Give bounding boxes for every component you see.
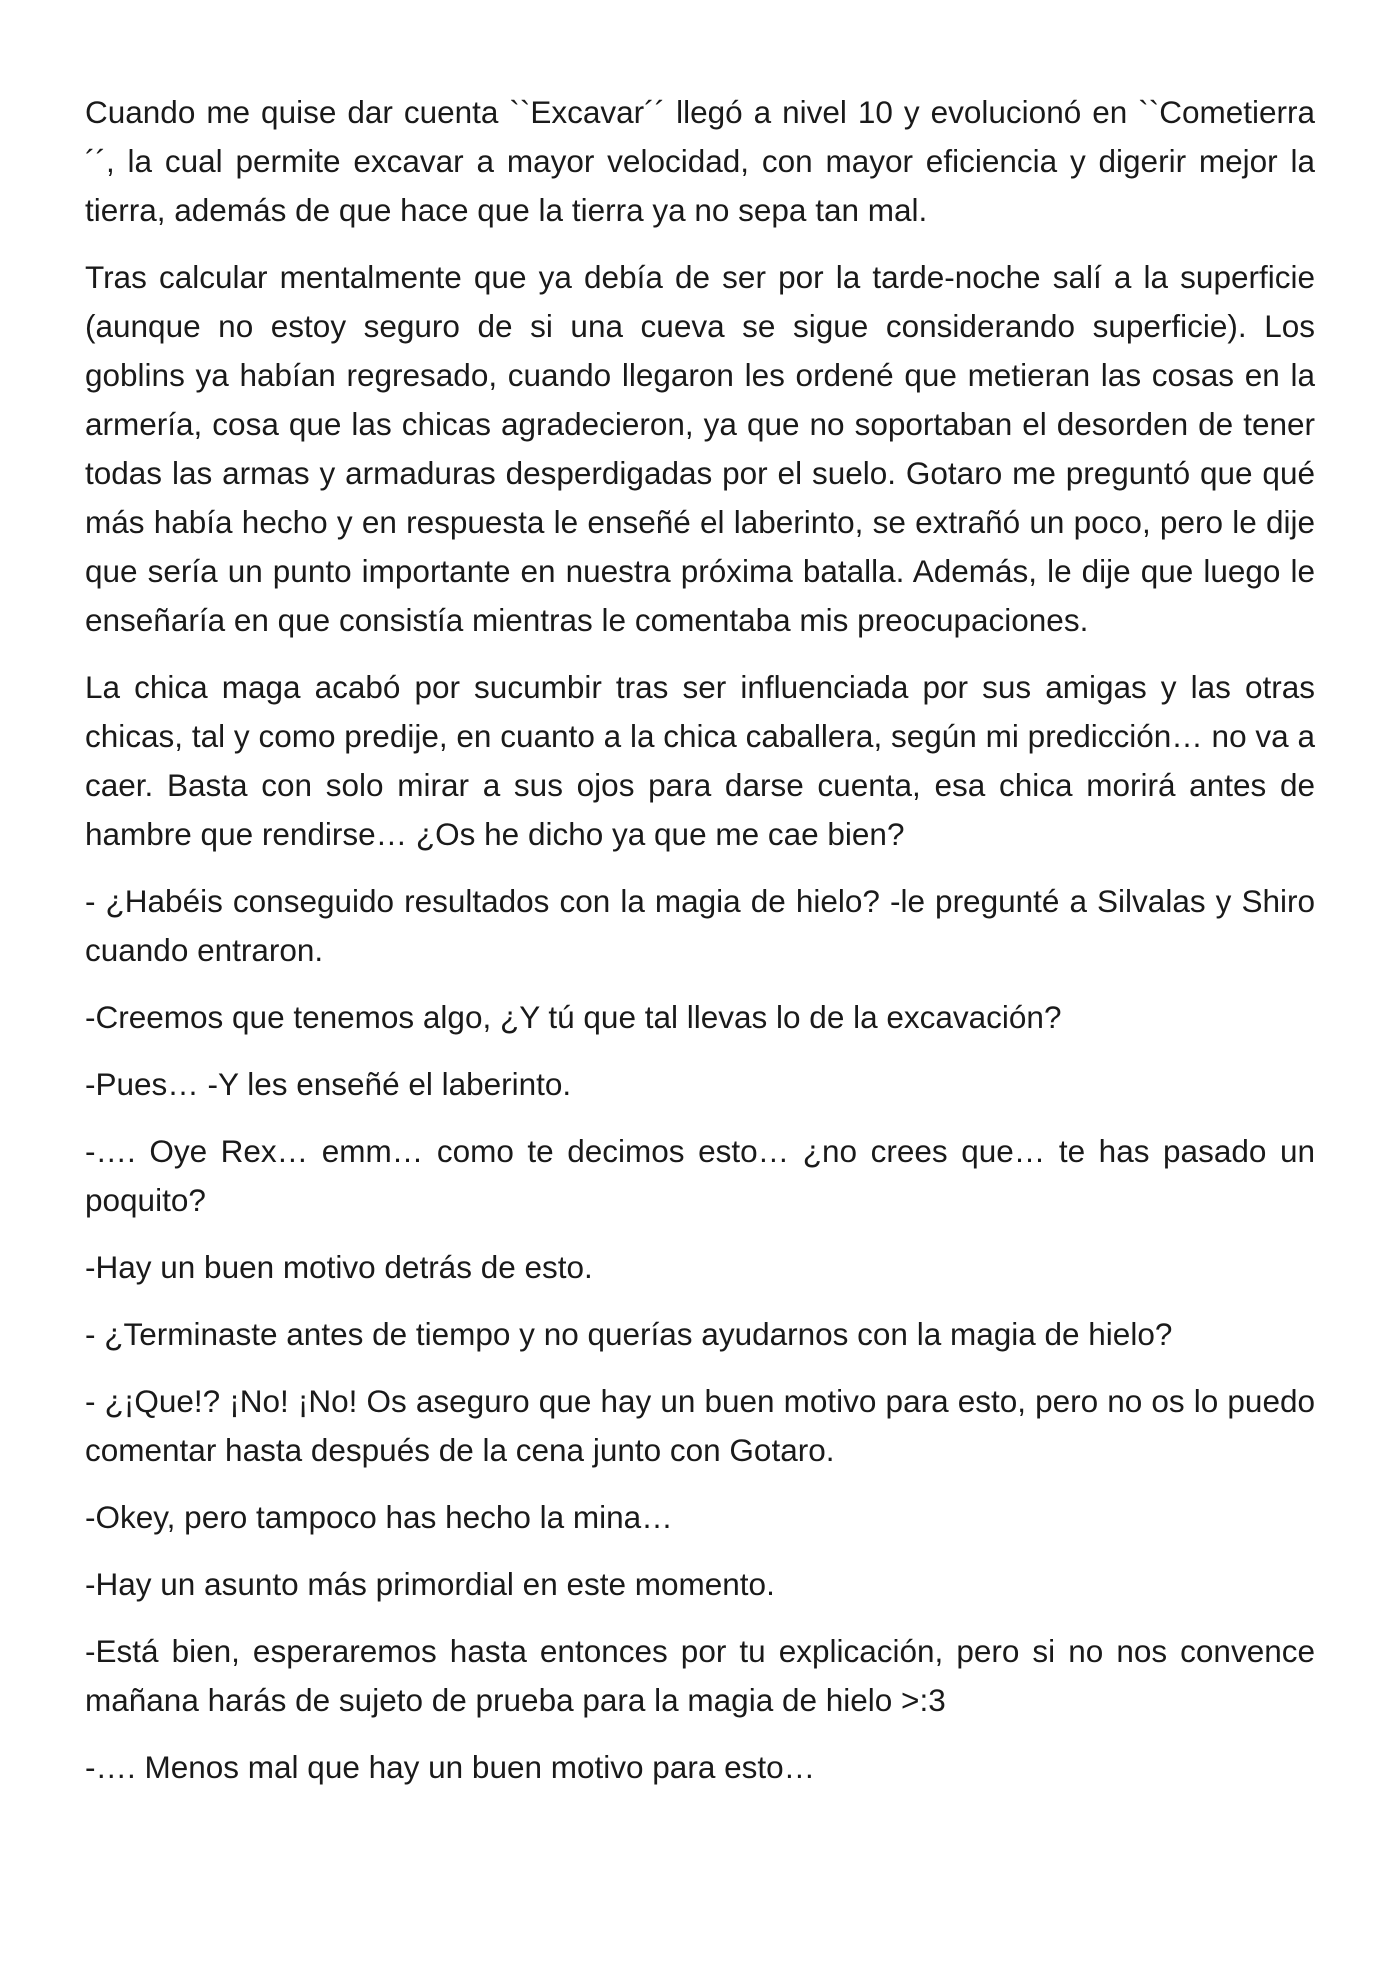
dialogue-line-7: - ¿¡Que!? ¡No! ¡No! Os aseguro que hay un buen motivo para esto, pero no os lo puedo comentar hasta después de la cena junto con Gotaro.	[85, 1383, 1315, 1468]
dialogue-line-3: -Pues… -Y les enseñé el laberinto.	[85, 1066, 572, 1102]
dialogue-line-11: -…. Menos mal que hay un buen motivo para esto…	[85, 1749, 816, 1785]
dialogue-line-6: - ¿Terminaste antes de tiempo y no querías ayudarnos con la magia de hielo?	[85, 1316, 1173, 1352]
dialogue-line-8: -Okey, pero tampoco has hecho la mina…	[85, 1499, 673, 1535]
dialogue-line-2: -Creemos que tenemos algo, ¿Y tú que tal llevas lo de la excavación?	[85, 999, 1062, 1035]
dialogue-line-1: - ¿Habéis conseguido resultados con la magia de hielo? -le pregunté a Silvalas y Shiro cuando entraron.	[85, 883, 1315, 968]
dialogue-line-5: -Hay un buen motivo detrás de esto.	[85, 1249, 593, 1285]
document-page	[85, 88, 1315, 1810]
dialogue-line-10: -Está bien, esperaremos hasta entonces por tu explicación, pero si no nos convence mañana harás de sujeto de prueba para la magia de hielo >:3	[85, 1633, 1315, 1718]
paragraph-1: Cuando me quise dar cuenta ``Excavar´´ llegó a nivel 10 y evolucionó en ``Cometierra´´, la cual permite excavar a mayor velocidad, con mayor eficiencia y digerir mejor la tierra, además de que hace que la tierra ya no sepa tan mal.	[85, 94, 1315, 228]
dialogue-line-9: -Hay un asunto más primordial en este momento.	[85, 1566, 775, 1602]
paragraph-2: Tras calcular mentalmente que ya debía de ser por la tarde-noche salí a la superficie (aunque no estoy seguro de si una cueva se sigue considerando superficie). Los goblins ya habían regresado, cuando llegaron les ordené que metieran las cosas en la armería, cosa que las chicas agradecieron, ya que no soportaban el desorden de tener todas las armas y armaduras desperdigadas por el suelo. Gotaro me preguntó que qué más había hecho y en respuesta le enseñé el laberinto, se extrañó un poco, pero le dije que sería un punto importante en nuestra próxima batalla. Además, le dije que luego le enseñaría en que consistía mientras le comentaba mis preocupaciones.	[85, 259, 1315, 638]
paragraph-3: La chica maga acabó por sucumbir tras ser influenciada por sus amigas y las otras chicas, tal y como predije, en cuanto a la chica caballera, según mi predicción… no va a caer. Basta con solo mirar a sus ojos para darse cuenta, esa chica morirá antes de hambre que rendirse… ¿Os he dicho ya que me cae bien?	[85, 669, 1315, 852]
dialogue-line-4: -…. Oye Rex… emm… como te decimos esto… ¿no crees que… te has pasado un poquito?	[85, 1133, 1315, 1218]
